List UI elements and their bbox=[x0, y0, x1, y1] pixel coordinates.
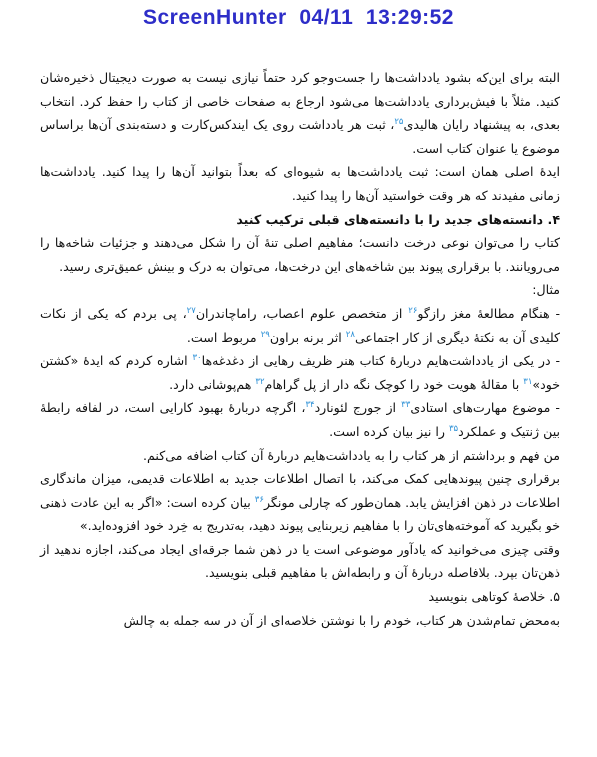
text-run: - هنگام مطالعهٔ مغز رازگو bbox=[417, 305, 561, 321]
text-run: از جورج لئونارد bbox=[314, 400, 402, 416]
paragraph bbox=[40, 66, 560, 160]
text-run: ایدهٔ اصلی همان است: ثبت یادداشت‌ها به شیوه‌ای که بعداً بتوانید آن‌ها را پیدا کنید. یادداشت‌ها زمانی مفیدند که هر وقت خواستید آن‌ها را پیدا کنید. bbox=[40, 164, 560, 203]
paragraph bbox=[40, 231, 560, 278]
section-heading bbox=[40, 208, 560, 232]
text-run: - موضوع مهارت‌های استادی bbox=[410, 400, 560, 416]
paragraph bbox=[40, 396, 560, 443]
text-run: من فهم و برداشتم از هر کتاب را به یادداشت‌هایم دربارهٔ آن کتاب اضافه می‌کنم. bbox=[143, 447, 560, 463]
text-run: ۴. دانسته‌های جدید را با دانسته‌های قبلی ترکیب کنید bbox=[236, 211, 560, 227]
text-run: اثر برنه براون bbox=[269, 329, 346, 345]
footnote-marker[interactable]: ۳۳ bbox=[401, 400, 411, 411]
footnote-marker[interactable]: ۲۷ bbox=[186, 305, 196, 316]
footnote-marker[interactable]: ۳۴ bbox=[305, 400, 315, 411]
text-run: البته برای این‌که بشود یادداشت‌ها را جست‌وجو کرد حتماً نیازی نیست به صورت دیجیتال ذخیره‌شان کنید. مثلاً با فیش‌برداری یادداشت‌ها می‌شود ارجاع به صفحات خاصی از کتاب را حفظ کرد. انتخاب بعدی، به پیشنهاد رایان هالیدی bbox=[40, 70, 560, 133]
footnote-marker[interactable]: ۳۰ bbox=[192, 352, 202, 363]
footnote-marker[interactable]: ۲۹ bbox=[260, 329, 270, 340]
paragraph bbox=[40, 302, 560, 349]
footnote-marker[interactable]: ۳۶ bbox=[254, 494, 264, 505]
footnote-marker[interactable]: ۳۱ bbox=[523, 376, 533, 387]
footnote-marker[interactable]: ۲۵ bbox=[394, 117, 404, 127]
text-run: مربوط است. bbox=[186, 329, 261, 345]
text-run: اشاره کردم که ایدهٔ «کشتن خود» bbox=[40, 353, 560, 392]
text-run: با مقالهٔ هویت خود را کوچک نگه دار از پل گراهام bbox=[264, 376, 524, 392]
paragraph bbox=[40, 278, 560, 302]
paragraph bbox=[40, 609, 560, 633]
text-run: وقتی چیزی می‌خوانید که یادآور موضوعی است یا در ذهن شما جرقه‌ای ایجاد می‌کند، اجازه ندهید از ذهن‌تان بپرد. بلافاصله دربارهٔ آن و رابطه‌اش با مفاهیم قبلی بنویسید. bbox=[40, 541, 560, 581]
text-run: ، ثبت هر یادداشت روی یک ایندکس‌کارت و دسته‌بندی آن‌ها براساس موضوع یا عنوان کتاب است. bbox=[40, 117, 560, 156]
paragraph bbox=[40, 538, 560, 585]
text-run: - در یکی از یادداشت‌هایم دربارهٔ کتاب هنر ظریف رهایی از دغدغه‌ها bbox=[201, 353, 561, 369]
text-run: برقراری چنین پیوندهایی کمک می‌کند، با اتصال اطلاعات جدید به اطلاعات قدیمی، میزان ماندگاری اطلاعات در ذهن افزایش یابد. همان‌طور که چارلی مونگر bbox=[40, 471, 560, 510]
text-run: ، اگرچه دربارهٔ بهبود کارایی است، در لفافه رابطهٔ بین ژنتیک و عملکرد bbox=[40, 400, 560, 439]
paragraph bbox=[40, 467, 560, 538]
text-run: کتاب را می‌توان نوعی درخت دانست؛ مفاهیم اصلی تنهٔ آن را شکل می‌دهند و جزئیات شاخه‌ها را می‌رویانند. با برقراری پیوند بین شاخه‌های این درخت‌ها، می‌توان به درک و بینش عمیق‌تری رسید. bbox=[40, 235, 560, 274]
text-run: به‌محض تمام‌شدن هر کتاب، خودم را با نوشتن خلاصه‌ای از آن در سه جمله به چالش bbox=[123, 612, 560, 628]
screenhunter-watermark: ScreenHunter 04/11 13:29:52 bbox=[142, 6, 454, 29]
footnote-marker[interactable]: ۳۲ bbox=[255, 376, 265, 387]
text-run: ، پی بردم که یکی از نکات کلیدی آن به نکتهٔ دیگری از کار اجتماعی bbox=[40, 305, 560, 345]
paragraph bbox=[40, 349, 560, 396]
footnote-marker[interactable]: ۲۶ bbox=[408, 305, 418, 316]
text-run: مثال: bbox=[532, 282, 560, 298]
document-body bbox=[40, 66, 560, 632]
paragraph bbox=[40, 160, 560, 207]
text-run: هم‌پوشانی دارد. bbox=[169, 376, 256, 392]
text-run: ۵. خلاصهٔ کوتاهی بنویسید bbox=[428, 589, 560, 605]
paragraph bbox=[40, 585, 560, 609]
footnote-marker[interactable]: ۲۸ bbox=[345, 329, 355, 340]
footnote-marker[interactable]: ۳۵ bbox=[448, 423, 459, 434]
text-run: را نیز بیان کرده است. bbox=[329, 423, 449, 439]
text-run: از متخصص علوم اعصاب، راماچاندران bbox=[195, 305, 409, 321]
paragraph bbox=[40, 444, 560, 468]
text-run: بیان کرده است: «اگر به این عادت ذهنی خو بگیرید که آموخته‌های‌تان را با مفاهیم زیربنایی پیوند دهید، به‌تدریج به خِرد خود افزوده‌اید.» bbox=[40, 494, 560, 534]
